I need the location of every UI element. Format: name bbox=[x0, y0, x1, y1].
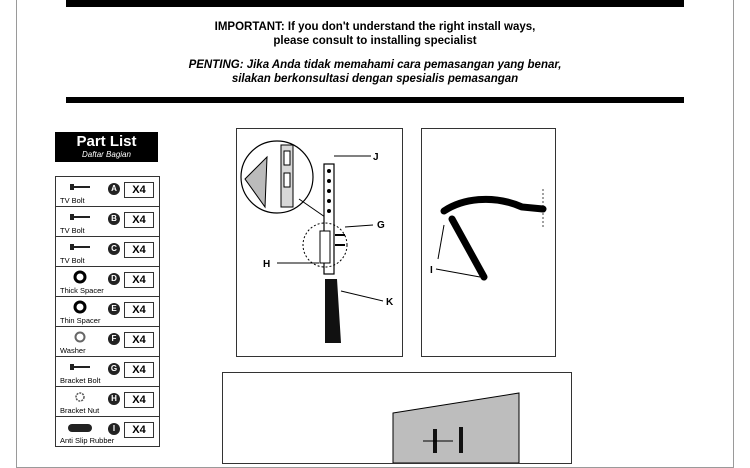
part-list-header bbox=[55, 132, 158, 162]
leader-g bbox=[345, 225, 373, 227]
part-row bbox=[56, 357, 159, 387]
part-list-title: Part List bbox=[76, 133, 137, 150]
bracket-slot bbox=[320, 231, 330, 263]
bottom-rule bbox=[66, 97, 684, 103]
label-i: I bbox=[430, 265, 433, 276]
part-list-subtitle: Daftar Bagian bbox=[82, 150, 131, 159]
spacer-icon bbox=[66, 270, 96, 284]
washer-icon bbox=[66, 330, 96, 344]
wall-mount-panel bbox=[222, 372, 572, 464]
part-row bbox=[56, 177, 159, 207]
part-quantity: X4 bbox=[124, 302, 154, 318]
label-j: J bbox=[373, 152, 379, 163]
part-name: TV Bolt bbox=[60, 256, 85, 265]
leader-i bbox=[438, 225, 444, 259]
bolt-icon bbox=[66, 360, 96, 374]
bolt-icon bbox=[66, 180, 96, 194]
part-letter: B bbox=[108, 213, 120, 225]
part-name: Thin Spacer bbox=[60, 316, 101, 325]
wall-plate bbox=[393, 393, 519, 463]
detail-pointer bbox=[299, 199, 325, 217]
part-quantity: X4 bbox=[124, 272, 154, 288]
bracket-diagram bbox=[237, 129, 402, 356]
part-quantity: X4 bbox=[124, 182, 154, 198]
part-quantity: X4 bbox=[124, 242, 154, 258]
bracket-hole bbox=[327, 189, 331, 193]
part-letter: H bbox=[108, 393, 120, 405]
part-name: Bracket Nut bbox=[60, 406, 100, 415]
leader-i bbox=[436, 269, 480, 277]
part-quantity: X4 bbox=[124, 332, 154, 348]
part-name: TV Bolt bbox=[60, 196, 85, 205]
black-mount-bar bbox=[325, 279, 341, 343]
part-name: Washer bbox=[60, 346, 86, 355]
part-row bbox=[56, 417, 159, 447]
bolt-icon bbox=[66, 240, 96, 254]
rubber-diagram bbox=[422, 129, 555, 356]
part-letter: C bbox=[108, 243, 120, 255]
note-line-1: IMPORTANT: If you don't understand the right install ways, bbox=[214, 21, 536, 33]
part-row bbox=[56, 327, 159, 357]
part-row bbox=[56, 207, 159, 237]
bracket-hole bbox=[327, 169, 331, 173]
part-letter: G bbox=[108, 363, 120, 375]
part-row bbox=[56, 297, 159, 327]
bracket-hole bbox=[327, 209, 331, 213]
part-letter: A bbox=[108, 183, 120, 195]
note-line-1: PENTING: Jika Anda tidak memahami cara pemasangan yang benar, bbox=[188, 59, 562, 71]
part-name: Anti Slip Rubber bbox=[60, 436, 115, 445]
spacer-icon bbox=[66, 300, 96, 314]
note-line-2: please consult to installing specialist bbox=[273, 35, 477, 47]
part-list-table bbox=[55, 176, 160, 447]
rubber-top-arm bbox=[444, 199, 543, 211]
part-name: TV Bolt bbox=[60, 226, 85, 235]
part-letter: I bbox=[108, 423, 120, 435]
rubber-side-arm bbox=[452, 219, 484, 277]
rubber-icon bbox=[66, 420, 96, 434]
part-quantity: X4 bbox=[124, 422, 154, 438]
part-letter: E bbox=[108, 303, 120, 315]
leader-k bbox=[341, 291, 383, 301]
note-line-2: silakan berkonsultasi dengan spesialis pemasangan bbox=[231, 73, 519, 85]
bracket-hole bbox=[327, 199, 331, 203]
bolt-icon bbox=[66, 210, 96, 224]
rubber-diagram-panel bbox=[421, 128, 556, 357]
mount-arm bbox=[459, 427, 463, 453]
part-quantity: X4 bbox=[124, 212, 154, 228]
detail-slot bbox=[284, 173, 290, 187]
part-row bbox=[56, 237, 159, 267]
label-g: G bbox=[377, 220, 385, 231]
part-quantity: X4 bbox=[124, 362, 154, 378]
label-k: K bbox=[386, 297, 394, 308]
nut-icon bbox=[66, 390, 96, 404]
part-quantity: X4 bbox=[124, 392, 154, 408]
part-letter: D bbox=[108, 273, 120, 285]
label-h: H bbox=[263, 259, 271, 270]
part-name: Thick Spacer bbox=[60, 286, 104, 295]
part-name: Bracket Bolt bbox=[60, 376, 101, 385]
part-row bbox=[56, 267, 159, 297]
top-rule bbox=[66, 0, 684, 7]
important-note-indonesian bbox=[0, 58, 750, 86]
part-row bbox=[56, 387, 159, 417]
detail-slot bbox=[284, 151, 290, 165]
bracket-diagram-panel bbox=[236, 128, 403, 357]
bracket-hole bbox=[327, 179, 331, 183]
important-note-english bbox=[0, 20, 750, 48]
part-letter: F bbox=[108, 333, 120, 345]
